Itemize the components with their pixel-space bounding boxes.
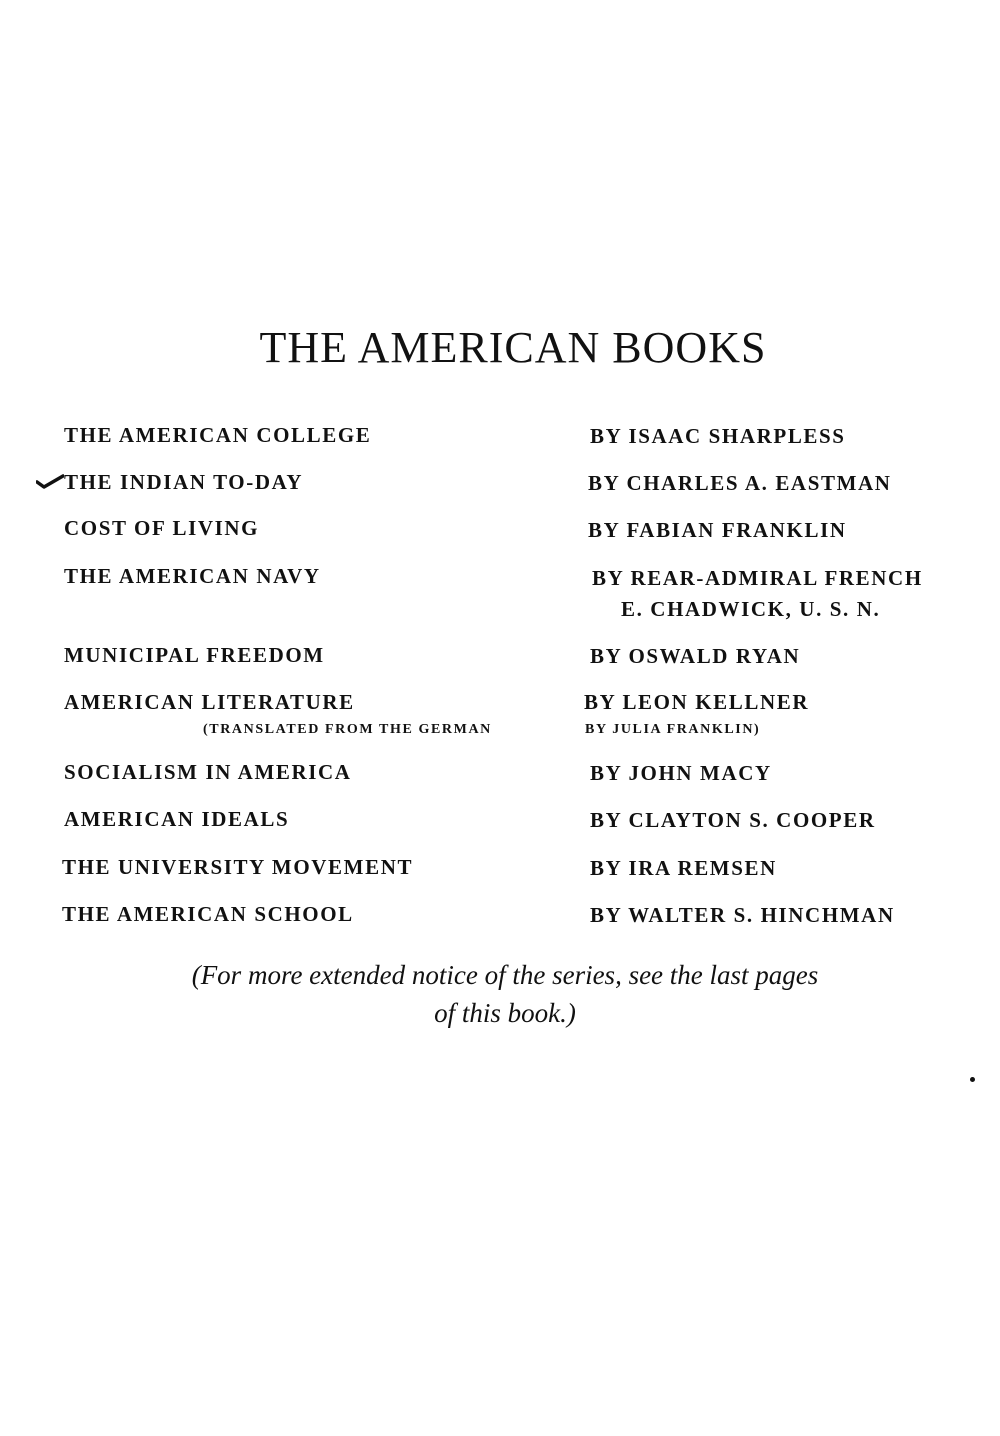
book-title: THE AMERICAN COLLEGE — [64, 423, 372, 447]
book-author: BY WALTER S. HINCHMAN — [590, 903, 895, 927]
book-author: BY JOHN MACY — [590, 761, 772, 785]
book-title: AMERICAN IDEALS — [64, 807, 290, 831]
book-title: MUNICIPAL FREEDOM — [64, 643, 325, 667]
book-author: BY IRA REMSEN — [590, 856, 777, 880]
translator-note: BY JULIA FRANKLIN) — [585, 722, 761, 737]
book-author: BY FABIAN FRANKLIN — [588, 518, 847, 542]
book-title: SOCIALISM IN AMERICA — [64, 760, 352, 784]
book-title: AMERICAN LITERATURE — [64, 690, 355, 714]
series-notice-line-2: of this book.) — [434, 998, 576, 1028]
ink-speck — [970, 1077, 975, 1082]
book-title: THE INDIAN TO-DAY — [64, 470, 304, 494]
page-title: THE AMERICAN BOOKS — [259, 323, 767, 372]
book-author: BY OSWALD RYAN — [590, 644, 801, 668]
translation-note: (TRANSLATED FROM THE GERMAN — [203, 722, 492, 737]
book-title: THE AMERICAN SCHOOL — [62, 902, 354, 926]
check-mark-icon — [36, 474, 64, 490]
book-title: THE AMERICAN NAVY — [64, 564, 321, 588]
book-author: BY CHARLES A. EASTMAN — [588, 471, 892, 495]
book-author: BY LEON KELLNER — [584, 690, 810, 714]
book-author: BY REAR-ADMIRAL FRENCH — [592, 566, 923, 590]
series-notice — [0, 956, 1000, 1032]
book-title: COST OF LIVING — [64, 516, 260, 540]
series-notice-line-1: (For more extended notice of the series, see the last pages — [191, 960, 819, 990]
book-author: BY CLAYTON S. COOPER — [590, 808, 876, 832]
book-title: THE UNIVERSITY MOVEMENT — [62, 855, 414, 879]
book-author: BY ISAAC SHARPLESS — [590, 424, 846, 448]
book-author-continued: E. CHADWICK, U. S. N. — [621, 597, 881, 621]
